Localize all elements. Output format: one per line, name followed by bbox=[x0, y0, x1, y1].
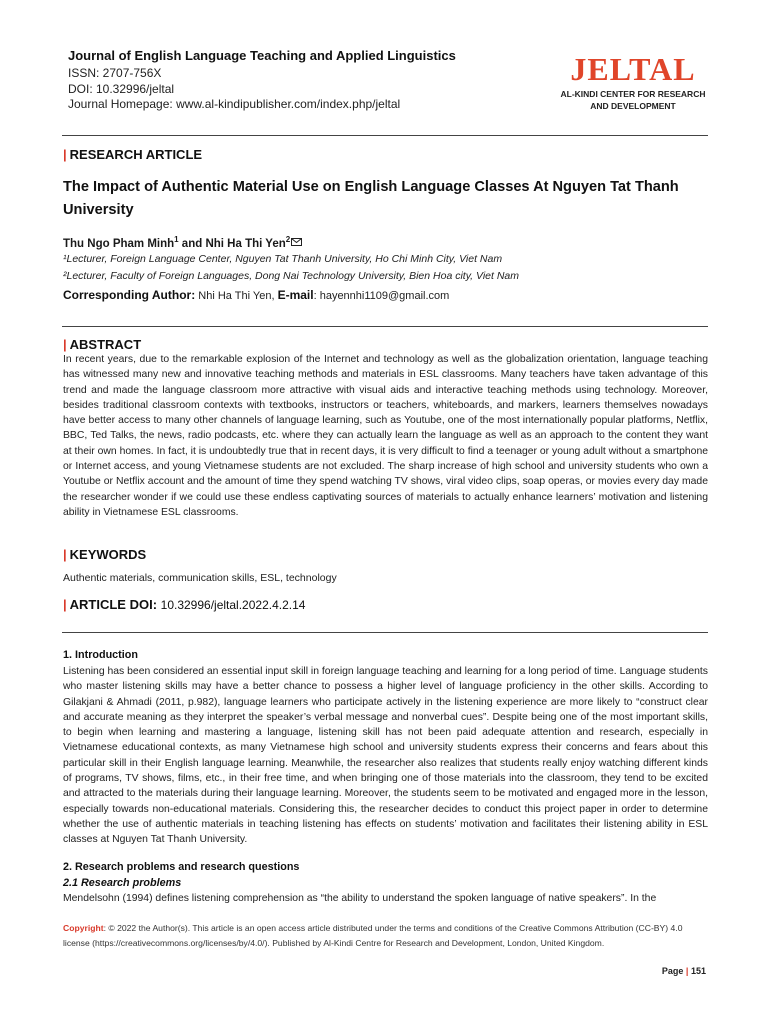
journal-title: Journal of English Language Teaching and Applied Linguistics bbox=[68, 48, 456, 63]
body-divider bbox=[62, 632, 708, 633]
article-doi-value[interactable]: 10.32996/jeltal.2022.4.2.14 bbox=[160, 598, 306, 612]
author-1-affil-mark: 1 bbox=[174, 235, 179, 244]
article-title: The Impact of Authentic Material Use on English Language Classes At Nguyen Tat Thanh University bbox=[63, 179, 679, 218]
author-conjunction: and bbox=[178, 237, 206, 250]
page-number-value: 151 bbox=[690, 966, 706, 976]
accent-bar: | bbox=[63, 147, 67, 162]
copyright-label: Copyright bbox=[63, 923, 104, 933]
author-2-affil-mark: 2 bbox=[285, 235, 291, 244]
section-2-heading: 2. Research problems and research questions bbox=[63, 861, 300, 873]
email-label: E-mail bbox=[277, 288, 314, 302]
section-2-1-text: Mendelsohn (1994) defines listening comprehension as “the ability to understand the spoken language of native speakers”. In the bbox=[63, 893, 657, 904]
copyright-text: : © 2022 the Author(s). This article is an open access article distributed under the terms and conditions of the Creative Commons Attribution (CC-BY) 4.0 license (https://creativecommons.org/licenses/by/4.0/). Published by Al-Kindi Centre for Research and Development, London, United Kingdom. bbox=[63, 923, 683, 948]
page-label: Page bbox=[661, 966, 684, 976]
article-type-label: RESEARCH ARTICLE bbox=[69, 147, 203, 162]
corresponding-author bbox=[63, 288, 449, 302]
accent-bar: | bbox=[63, 597, 67, 612]
journal-header bbox=[68, 48, 708, 128]
accent-bar: | bbox=[685, 966, 689, 976]
keywords-text: Authentic materials, communication skills, ESL, technology bbox=[63, 572, 337, 584]
copyright-notice bbox=[63, 921, 708, 951]
email-address[interactable]: : hayennhi1109@gmail.com bbox=[313, 290, 450, 302]
logo-wordmark: JELTAL bbox=[570, 51, 696, 87]
abstract-heading bbox=[63, 337, 141, 352]
logo-subtitle-2: AND DEVELOPMENT bbox=[590, 101, 676, 111]
jeltal-logo bbox=[558, 52, 708, 112]
journal-doi: DOI: 10.32996/jeltal bbox=[68, 81, 175, 96]
article-doi-label: ARTICLE DOI: bbox=[69, 597, 158, 612]
affiliation-1: ¹Lecturer, Foreign Language Center, Nguyen Tat Thanh University, Ho Chi Minh City, Viet Nam bbox=[63, 253, 503, 265]
introduction-heading: 1. Introduction bbox=[63, 649, 138, 661]
logo-subtitle-1: AL-KINDI CENTER FOR RESEARCH bbox=[560, 89, 706, 99]
author-1: Thu Ngo Pham Minh bbox=[63, 237, 175, 250]
abstract-divider bbox=[62, 326, 708, 327]
accent-bar: | bbox=[63, 337, 67, 352]
abstract-heading-label: ABSTRACT bbox=[69, 337, 142, 352]
affiliation-2: ²Lecturer, Faculty of Foreign Languages, Dong Nai Technology University, Bien Hoa city, Viet Nam bbox=[63, 270, 520, 282]
keywords-heading bbox=[63, 547, 146, 562]
abstract-text: In recent years, due to the remarkable explosion of the Internet and technology as well as the globalization orientation, language teaching has witnessed many new and innovative teaching methods and materials in ESL classrooms. Many teachers have taken advantage of this trend and made the language classroom more attractive with visual aids and interactive teaching methods using technology. Moreover, besides traditional classroom contexts with textbooks, instructors or teachers, whiteboards, and markers, learners themselves nowadays have better access to many other channels of language learning, such as Youtube, one of the most internationally popular platforms, Netflix, BBC, Ted Talks, the news, radio podcasts, etc. where they can actually learn the language as well as an approach to the content they want at their own homes. In fact, it is undoubtedly true that in recent days, it is very difficult to find a teenager or young adult without a smartphone or Internet access, and young Vietnamese students are not excluded. The sharp increase of high school and university students who own a Youtube or Netflix account and the amount of time they spend watching TV shows, viral video clips, soap operas, or movies every day made the researcher wonder if we could use these endless captivating sources of materials to actually enhance learners’ motivation and listening ability in Vietnamese ESL classrooms. bbox=[63, 354, 708, 518]
issn: ISSN: 2707-756X bbox=[68, 66, 162, 80]
author-list bbox=[63, 235, 302, 250]
envelope-icon bbox=[291, 238, 302, 246]
introduction-text: Listening has been considered an essential input skill in foreign language teaching and learning for a long period of time. Language students who master listening skills may have a better chance to possess a higher level of language proficiency in the other skills. According to Gilakjani & Ahmadi (2011, p.982), language learners who participate actively in the listening experience are more likely to “construct clear and accurate meaning as they interpret the speaker’s verbal message and nonverbal cues”. Despite being one of the most important skills, to begin when learning and mastering a language, listening skill has not been paid adequate attention and research, especially in Vietnamese educational contexts, as many Vietnamese high school and university students express their concerns and fears about this particular skill in their English language learning. Meanwhile, the researcher also realizes that students really enjoy watching different kinds of programs, TV shows, films, etc., in their free time, and when bringing one of those materials into the classroom, they tend to be excited and attracted to the materials during their language learning. Moreover, the students seem to be motivated and engaged more in the lesson, especially towards non-educational materials. Considering this, the researcher decides to conduct this project paper in order to determine whether the use of authentic materials in teaching listening has effects on students’ motivation and facilitates their listening ability in ESL classes at Nguyen Tat Thanh University. bbox=[63, 666, 708, 846]
keywords-heading-label: KEYWORDS bbox=[69, 547, 147, 562]
author-2: Nhi Ha Thi Yen bbox=[205, 237, 286, 250]
section-2-1-heading: 2.1 Research problems bbox=[63, 877, 182, 889]
journal-homepage[interactable]: Journal Homepage: www.al-kindipublisher.com/index.php/jeltal bbox=[68, 97, 401, 111]
article-type-heading bbox=[63, 147, 202, 162]
corresponding-label: Corresponding Author: bbox=[63, 288, 196, 302]
corresponding-name: Nhi Ha Thi Yen, bbox=[195, 290, 278, 302]
article-doi bbox=[63, 597, 305, 612]
page-number bbox=[662, 966, 706, 976]
header-divider bbox=[62, 135, 708, 136]
accent-bar: | bbox=[63, 547, 67, 562]
